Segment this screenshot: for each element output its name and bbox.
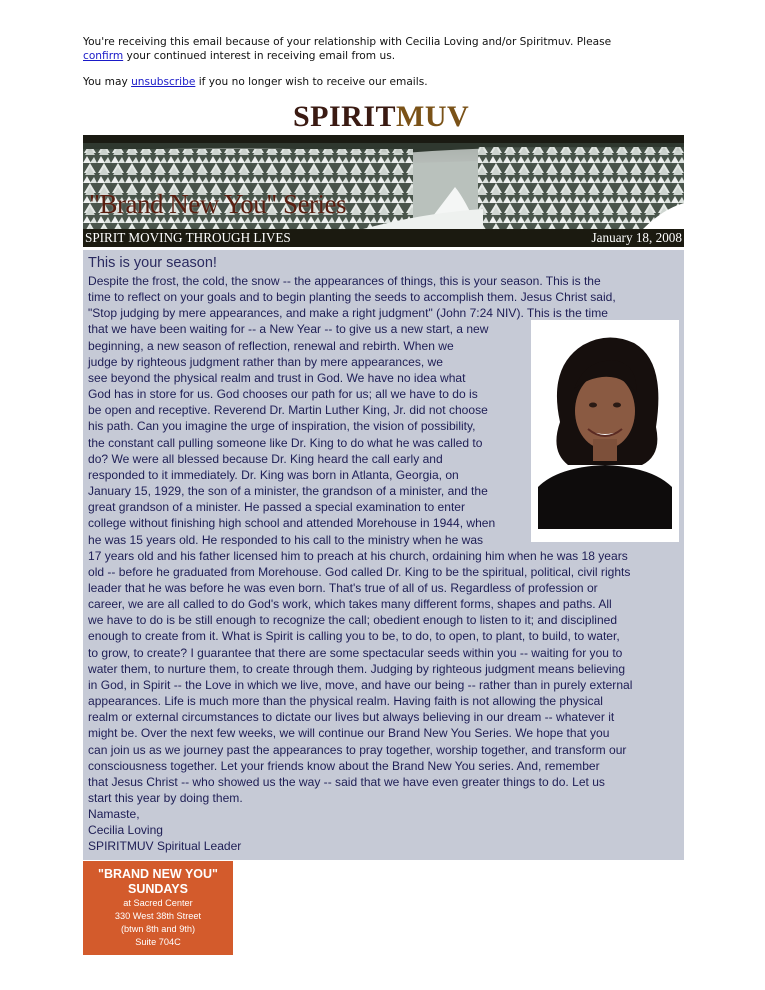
promo-detail: (btwn 8th and 9th)	[120, 924, 196, 934]
portrait-image	[538, 327, 672, 529]
article-line: "Stop judging by mere appearances, and make a right judgment" (John 7:24 NIV). This is the time	[88, 306, 608, 321]
article-line: beginning, a new season of reflection, renewal and rebirth. When we	[88, 338, 454, 353]
article-line: January 15, 1929, the son of a minister, the grandson of a minister, and the	[88, 484, 488, 499]
promo-detail: at Sacred Center	[123, 898, 193, 908]
confirm-link[interactable]: confirm	[83, 49, 124, 62]
article-line: start this year by doing them.	[88, 791, 243, 805]
article-line: consciousness together. Let your friends know about the Brand New You series. And, remember	[88, 758, 600, 773]
article-line: that we have been waiting for -- a New Year -- to give us a new start, a new	[88, 322, 489, 337]
signoff-greeting: Namaste,	[88, 807, 140, 822]
issue-date: January 18, 2008	[591, 230, 682, 245]
article-line: old -- before he graduated from Morehouse. God called Dr. King to be the spiritual, political, civil rights	[88, 564, 631, 579]
signoff-title: SPIRITMUV Spiritual Leader	[88, 839, 242, 854]
article-line: 17 years old and his father licensed him to preach at his church, ordaining him when he was 18 years	[88, 548, 628, 563]
promo-detail: 330 West 38th Street	[114, 911, 202, 921]
unsubscribe-pre-text: You may	[83, 76, 132, 88]
article-line: realm or external circumstances to dictate our lives but always believing in our dream -- whatever it	[88, 710, 615, 725]
relationship-text: You're receiving this email because of your relationship with Cecilia Loving and/or Spiritmuv. Please	[83, 36, 612, 48]
promo-title	[83, 867, 233, 897]
promo-title-line1: "BRAND NEW YOU"	[98, 867, 218, 881]
promo-title-line2: SUNDAYS	[128, 882, 188, 896]
logo-part-muv: MUV	[396, 100, 470, 133]
promo-detail: Suite 704C	[135, 937, 181, 947]
article-line: do? We were all blessed because Dr. King heard the call early and	[88, 451, 443, 466]
sunday-promo-box	[83, 861, 233, 955]
author-photo	[531, 320, 679, 542]
unsubscribe-link[interactable]: unsubscribe	[131, 76, 196, 88]
article-line: he was 15 years old. He responded to his call to the ministry when he was	[88, 532, 484, 547]
article-line: be open and receptive. Reverend Dr. Martin Luther King, Jr. did not choose	[88, 403, 488, 418]
article-line: enough to create from it. What is Spirit is calling you to be, to do, to open, to plant, to build, to water,	[88, 629, 620, 644]
article-heading: This is your season!	[88, 255, 217, 271]
relationship-notice	[83, 36, 683, 63]
signoff-name: Cecilia Loving	[88, 823, 163, 838]
article-line: water them, to nurture them, to create through them. Judging by righteous judgment means believing	[88, 661, 626, 676]
article-line: leader that he was before he was even born. That's true of all of us. Regardless of profession or	[88, 580, 598, 595]
article-line: time to reflect on your goals and to begin planting the seeds to accomplish them. Jesus Christ said,	[88, 290, 616, 305]
tagline-text: SPIRIT MOVING THROUGH LIVES	[85, 230, 291, 245]
article-line: we have to do is be still enough to recognize the call; obedient enough to listen to it; and disciplined	[88, 613, 618, 628]
banner-title: "Brand New You" Series	[89, 189, 347, 219]
article-line: judge by righteous judgment rather than by mere appearances, we	[88, 354, 443, 369]
article-line: can join us as we journey past the appearances to pray together, worship together, and transform our	[88, 742, 627, 757]
article-line: that Jesus Christ -- who showed us the way -- said that we have even greater things to do. Let us	[88, 774, 605, 789]
unsubscribe-notice	[83, 76, 683, 90]
article-line: responded to it immediately. Dr. King was born in Atlanta, Georgia, on	[88, 467, 459, 482]
article-line: appearances. Life is much more than the physical realm. Having faith is not allowing the physical	[88, 694, 603, 709]
email-notice	[83, 36, 683, 103]
header-top-bar	[83, 135, 684, 143]
article-line: career, we are all called to do God's work, which takes many different forms, shapes and paths. All	[88, 597, 612, 612]
article-line: might be. Over the next few weeks, we will continue our Brand New You Series. We hope that you	[88, 726, 610, 741]
article-line: to grow, to create? I guarantee that there are some spectacular seeds within you -- waiting for you to	[88, 645, 623, 660]
unsubscribe-post-text: if you no longer wish to receive our emails.	[195, 76, 428, 88]
article-line: college without finishing high school and attended Morehouse in 1944, when	[88, 516, 496, 531]
article-line: see beyond the physical realm and trust in God. We have no idea what	[88, 370, 466, 385]
article-line: the constant call pulling someone like Dr. King to do what he was called to	[88, 435, 483, 450]
article-line: great grandson of a minister. He passed a special examination to enter	[88, 500, 466, 515]
article-line: Despite the frost, the cold, the snow -- the appearances of things, this is your season. This is the	[88, 274, 601, 288]
article-line: God has in store for us. God chooses our path for us; all we have to do is	[88, 387, 478, 402]
header-banner	[83, 143, 684, 229]
spiritmuv-logo	[293, 100, 469, 134]
article-line: in God, in Spirit -- the Love in which we live, move, and have our being -- rather than in purely external	[88, 677, 633, 692]
tagline-bar	[83, 229, 684, 247]
confirm-text: your continued interest in receiving email from us.	[123, 49, 396, 62]
logo-part-spirit: SPIRIT	[293, 100, 397, 133]
article-line: his path. Can you imagine the urge of inspiration, the vision of possibility,	[88, 419, 476, 434]
